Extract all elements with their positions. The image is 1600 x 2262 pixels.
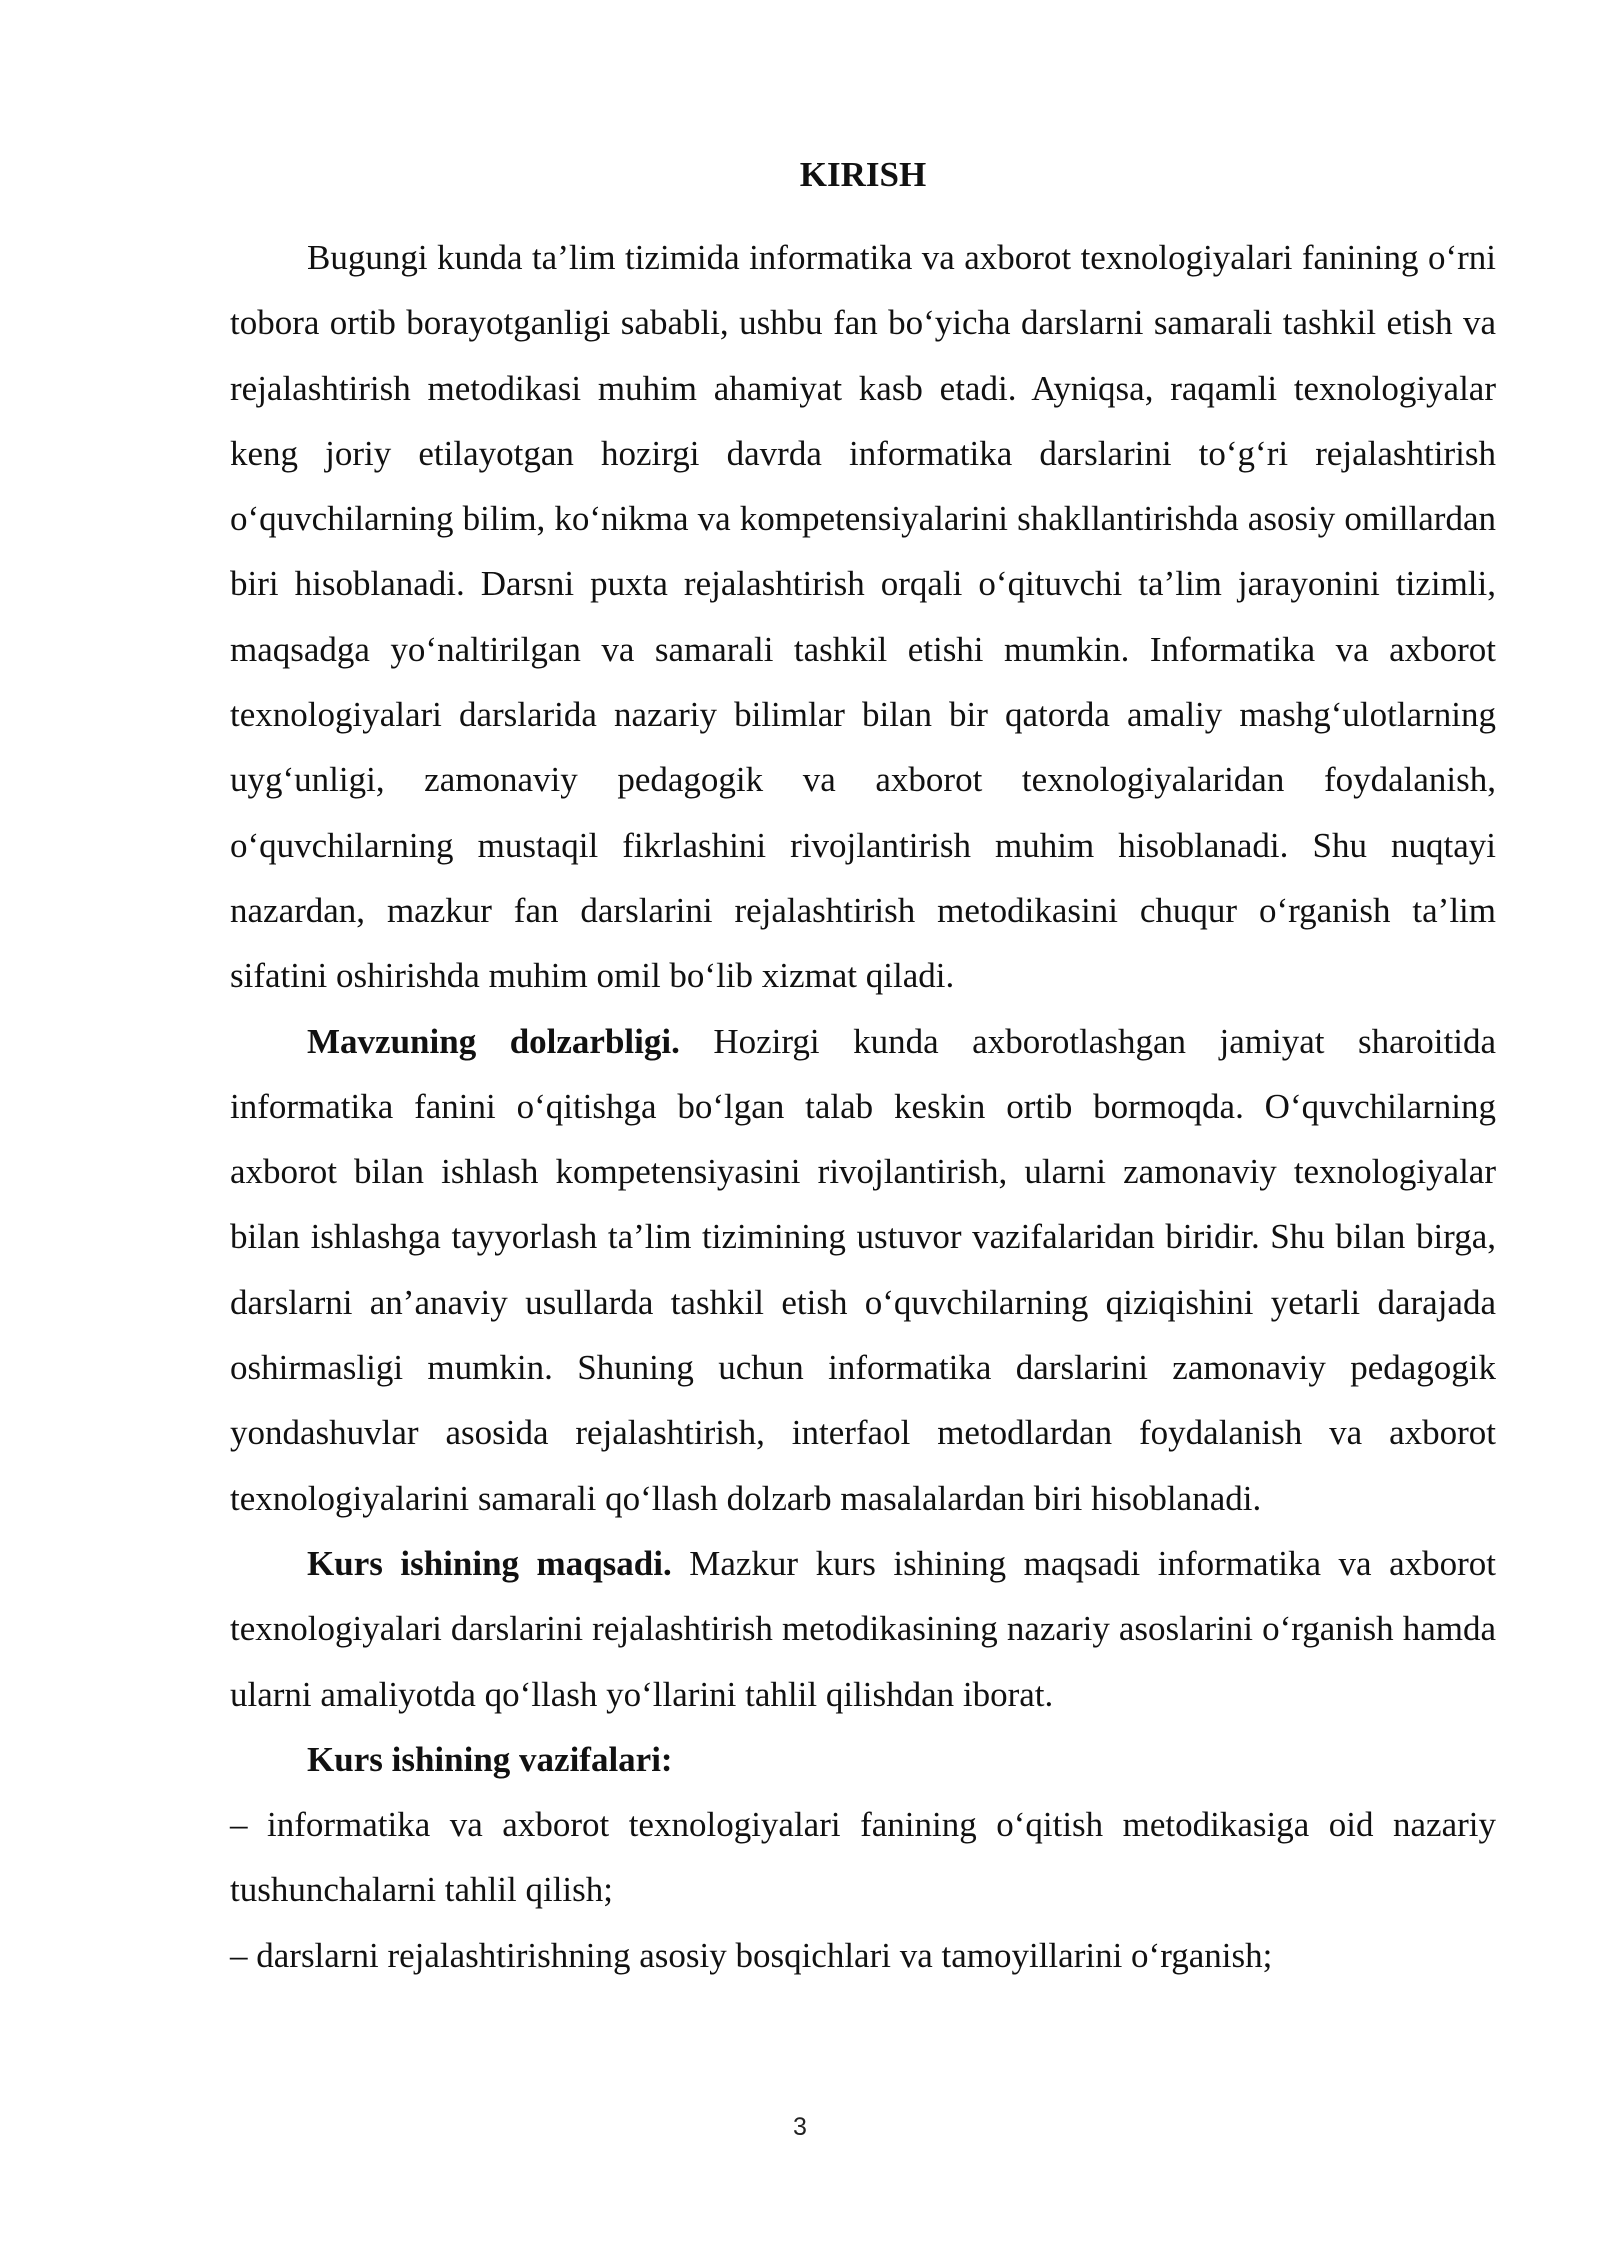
document-body [230, 225, 1496, 1988]
goal-heading: Kurs ishining maqsadi. [307, 1543, 672, 1583]
tasks-heading-paragraph [230, 1727, 1496, 1792]
page-number: 3 [793, 2113, 807, 2141]
intro-paragraph: Bugungi kunda ta’lim tizimida informatika va axborot texnologiyalari fanining o‘rni tobora ortib borayotganligi sababli, ushbu fan bo‘yicha darslarni samarali tashkil etish va rejalashtirish metodikasi muhim ahamiyat kasb etadi. Ayniqsa, raqamli texnologiyalar keng joriy etilayotgan hozirgi davrda informatika darslarini to‘g‘ri rejalashtirish o‘quvchilarning bilim, ko‘nikma va kompetensiyalarini shakllantirishda asosiy omillardan biri hisoblanadi. Darsni puxta rejalashtirish orqali o‘qituvchi ta’lim jarayonini tizimli, maqsadga yo‘naltirilgan va samarali tashkil etishi mumkin. Informatika va axborot texnologiyalari darslarida nazariy bilimlar bilan bir qatorda amaliy mashg‘ulotlarning uyg‘unligi, zamonaviy pedagogik va axborot texnologiyalaridan foydalanish, o‘quvchilarning mustaqil fikrlashini rivojlantirish muhim hisoblanadi. Shu nuqtayi nazardan, mazkur fan darslarini rejalashtirish metodikasini chuqur o‘rganish ta’lim sifatini oshirishda muhim omil bo‘lib xizmat qiladi. [230, 238, 1496, 996]
tasks-heading: Kurs ishining vazifalari: [307, 1739, 673, 1779]
goal-text: Mazkur kurs ishining maqsadi informatika va axborot texnologiyalari darslarini rejalashtirish metodikasining nazariy asoslarini o‘rganish hamda ularni amaliyotda qo‘llash yo‘llarini tahlil qilishdan iborat. [230, 1543, 1496, 1714]
relevance-heading: Mavzuning dolzarbligi. [307, 1021, 680, 1061]
goal-paragraph [230, 1531, 1496, 1727]
task-list-item: – informatika va axborot texnologiyalari fanining o‘qitish metodikasiga oid nazariy tushunchalarni tahlil qilish; [230, 1805, 1496, 1910]
task-list-item: – darslarni rejalashtirishning asosiy bosqichlari va tamoyillarini o‘rganish; [230, 1935, 1273, 1975]
relevance-text: Hozirgi kunda axborotlashgan jamiyat sharoitida informatika fanini o‘qitishga bo‘lgan talab keskin ortib bormoqda. O‘quvchilarning axborot bilan ishlash kompetensiyasini rivojlantirish, ularni zamonaviy texnologiyalar bilan ishlashga tayyorlash ta’lim tizimining ustuvor vazifalaridan biridir. Shu bilan birga, darslarni an’anaviy usullarda tashkil etish o‘quvchilarning qiziqishini yetarli darajada oshirmasligi mumkin. Shuning uchun informatika darslarini zamonaviy pedagogik yondashuvlar asosida rejalashtirish, interfaol metodlardan foydalanish va axborot texnologiyalarini samarali qo‘llash dolzarb masalalardan biri hisoblanadi. [230, 1021, 1496, 1518]
page-title: KIRISH [799, 155, 927, 194]
relevance-paragraph [230, 1009, 1496, 1531]
